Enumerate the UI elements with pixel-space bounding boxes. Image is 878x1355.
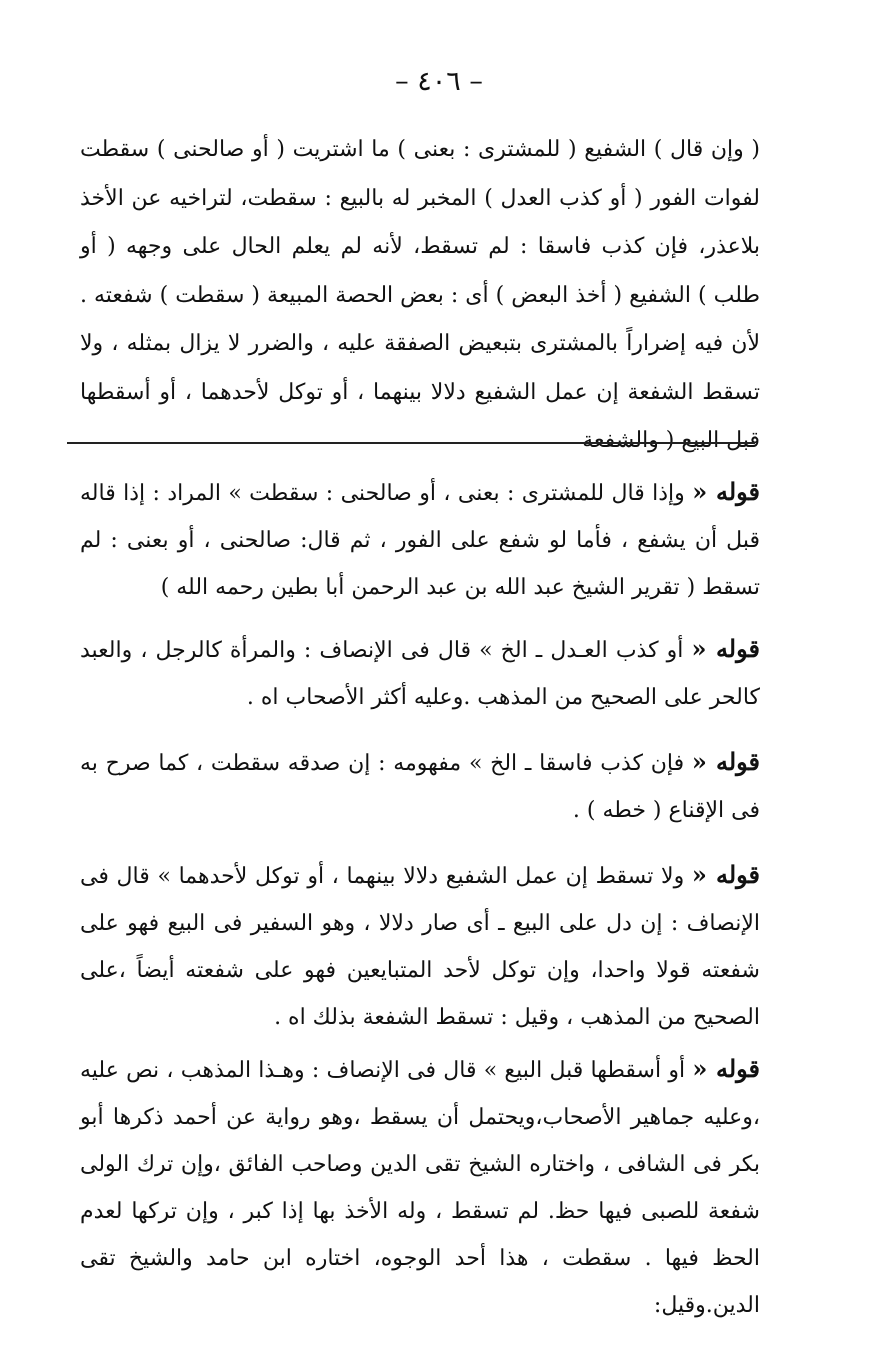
note-lead: قوله « <box>691 747 761 776</box>
note-lead: قوله « <box>691 634 760 663</box>
note-text: فإن كذب فاسقا ـ الخ » مفهومه : إن صدقه سقطت ، كما صرح به فى الإقناع ( خطه ) . <box>80 751 760 823</box>
note-text: أو كذب العـدل ـ الخ » قال فى الإنصاف : والمرأة كالرجل ، والعبد كالحر على الصحيح من المذهب .وعليه أكثر الأصحاب اه . <box>80 638 760 710</box>
note-lead: قوله « <box>691 860 761 889</box>
note-lead: قوله « <box>692 1054 761 1083</box>
commentary-note-1 <box>80 468 760 611</box>
note-text: وإذا قال للمشترى : بعنى ، أو صالحنى : سقطت » المراد : إذا قاله قبل أن يشفع ، فأما لو شفع على الفور ، ثم قال: صالحنى ، أو بعنى : لم تسقط ( تقرير الشيخ عبد الله بن عبد الرحمن أبا بطين رحمه الله ) <box>80 481 760 600</box>
footnote-divider <box>67 442 755 444</box>
note-lead: قوله « <box>692 477 760 506</box>
commentary-note-4 <box>80 851 760 1041</box>
commentary-note-5 <box>80 1045 760 1329</box>
main-text: ( وإن قال ) الشفيع ( للمشترى : بعنى ) ما اشتريت ( أو صالحنى ) سقطت لفوات الفور ( أو كذب العدل ) المخبر له بالبيع : سقطت، لتراخيه عن الأخذ بلاعذر، فإن كذب فاسقا : لم تسقط، لأنه لم يعلم الحال على وجهه ( أو طلب ) الشفيع ( أخذ البعض ) أى : بعض الحصة المبيعة ( سقطت ) شفعته . لأن فيه إضراراً بالمشترى بتبعيض الصفقة عليه ، والضرر لا يزال بمثله ، ولا تسقط الشفعة إن عمل الشفيع دلالا بينهما ، أو توكل لأحدهما ، أو أسقطها قبل البيع ( والشفعة <box>80 137 760 453</box>
commentary-note-2 <box>80 625 760 721</box>
page-number: – ٤٠٦ – <box>395 66 483 97</box>
note-text: أو أسقطها قبل البيع » قال فى الإنصاف : وهـذا المذهب ، نص عليه ،وعليه جماهير الأصحاب،ويحتمل أن يسقط ،وهو رواية عن أحمد ذكرها أبو بكر فى الشافى ، واختاره الشيخ تقى الدين وصاحب الفائق ،وإن ترك الولى شفعة للصبى فيها حظ. لم تسقط ، وله الأخذ بها إذا كبر ، وإن تركها لعدم الحظ فيها . سقطت ، هذا أحد الوجوه، اختاره ابن حامد والشيخ تقى الدين.وقيل: <box>80 1058 760 1318</box>
note-text: ولا تسقط إن عمل الشفيع دلالا بينهما ، أو توكل لأحدهما » قال فى الإنصاف : إن دل على البيع ـ أى صار دلالا ، وهو السفير فى البيع فهو على شفعته قولا واحدا، وإن توكل لأحد المتبايعين فهو على شفعته أيضاً ،على الصحيح من المذهب ، وقيل : تسقط الشفعة بذلك اه . <box>80 864 760 1030</box>
commentary-note-3 <box>80 738 760 834</box>
